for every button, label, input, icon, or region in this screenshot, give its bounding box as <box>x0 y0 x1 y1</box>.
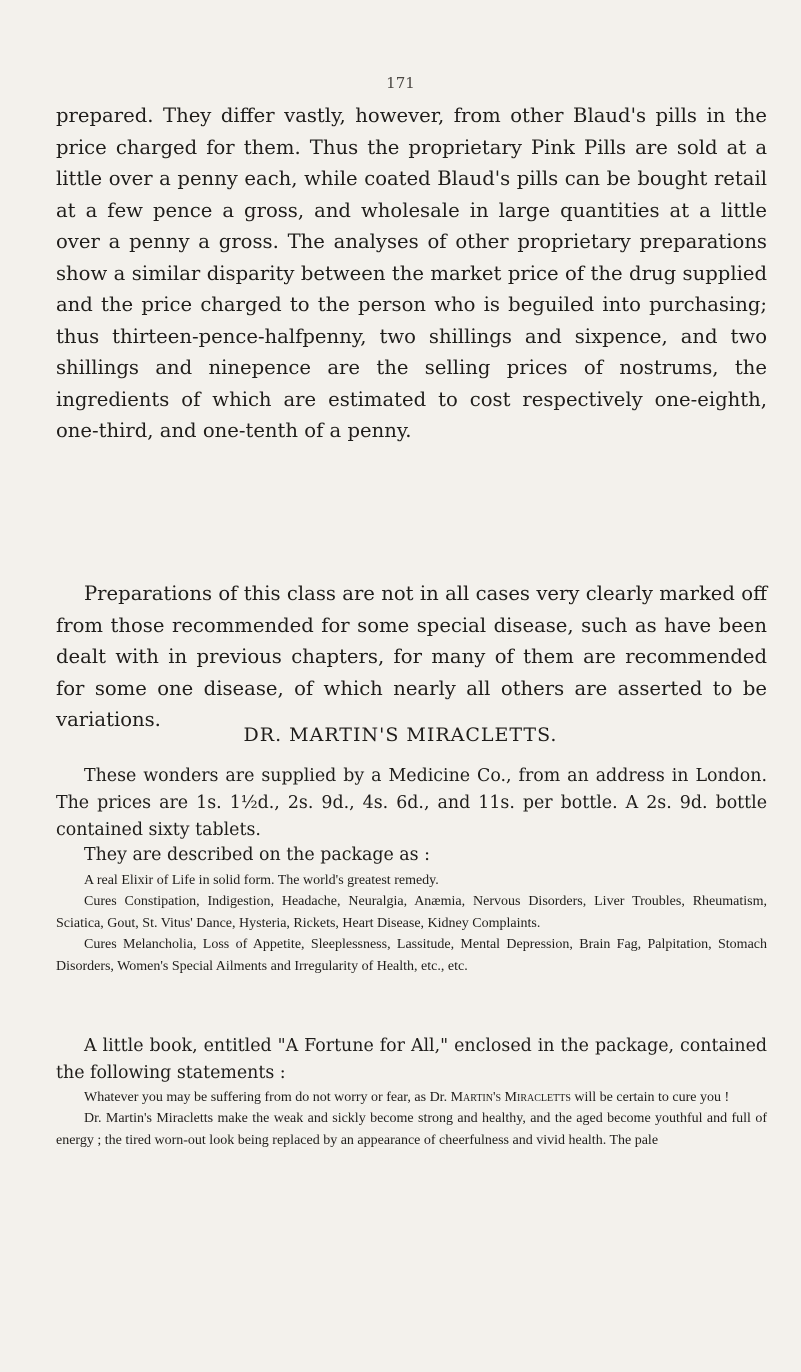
booklet-intro-paragraph <box>56 1033 767 1087</box>
quote-text: will be certain to cure you ! <box>570 1090 730 1105</box>
package-quote-block <box>56 870 767 977</box>
paragraph-text: Preparations of this class are not in all cases very clearly marked off from those recommended for some special disease, such as have been dealt with in previous chapters, for many of them are recommended for some one disease, of which nearly all others are asserted to be variations. <box>56 582 767 731</box>
paragraph-text: These wonders are supplied by a Medicine Co., from an address in London. The prices are 1s. 1½d., 2s. 9d., 4s. 6d., and 11s. per bottle. A 2s. 9d. bottle contained sixty tablets. <box>56 766 767 840</box>
section-intro-paragraph <box>56 763 767 844</box>
quote-line: Cures Melancholia, Loss of Appetite, Sleeplessness, Lassitude, Mental Depression, Brain Fag, Palpitation, Stomach Disorders, Women's Special Ailments and Irregularity of Health, etc., etc. <box>56 937 767 974</box>
section-heading: DR. MARTIN'S MIRACLETTS. <box>243 724 558 746</box>
quote-line: A real Elixir of Life in solid form. The world's greatest remedy. <box>84 873 439 888</box>
quote-line: Cures Constipation, Indigestion, Headache, Neuralgia, Anæmia, Nervous Disorders, Liver Troubles, Rheumatism, Sciatica, Gout, St. Vitus' Dance, Hysteria, Rickets, Heart Disease, Kidney Complaints. <box>56 894 767 931</box>
product-name: Martin's Miracletts <box>450 1090 571 1105</box>
paragraph-text: A little book, entitled "A Fortune for All," enclosed in the package, contained the following statements : <box>56 1036 767 1083</box>
paragraph-text: They are described on the package as : <box>84 845 430 865</box>
quote-line <box>56 1087 767 1108</box>
paragraph-class-of-preparations <box>56 578 767 736</box>
paragraph-pink-pills-prices <box>56 100 767 447</box>
quote-text: Whatever you may be suffering from do not worry or fear, as Dr. <box>84 1090 451 1105</box>
quote-line: Dr. Martin's Miracletts make the weak and sickly become strong and healthy, and the aged become youthful and full of energy ; the tired worn-out look being replaced by an appearance of cheerfulness and vivid health. The pale <box>56 1111 767 1148</box>
package-intro-paragraph <box>56 842 767 869</box>
page-number: 171 <box>386 74 415 92</box>
paragraph-text: prepared. They differ vastly, however, from other Blaud's pills in the price charged for them. Thus the proprietary Pink Pills are sold at a little over a penny each, while coated Blaud's pills can be bought retail at a few pence a gross, and wholesale in large quantities at a little over a penny a gross. The analyses of other proprietary preparations show a similar disparity between the market price of the drug supplied and the price charged to the person who is beguiled into purchasing; thus thirteen-pence-halfpenny, two shillings and sixpence, and two shillings and ninepence are the selling prices of nostrums, the ingredients of which are estimated to cost respectively one-eighth, one-third, and one-tenth of a penny. <box>56 104 767 442</box>
booklet-quote-block <box>56 1087 767 1151</box>
